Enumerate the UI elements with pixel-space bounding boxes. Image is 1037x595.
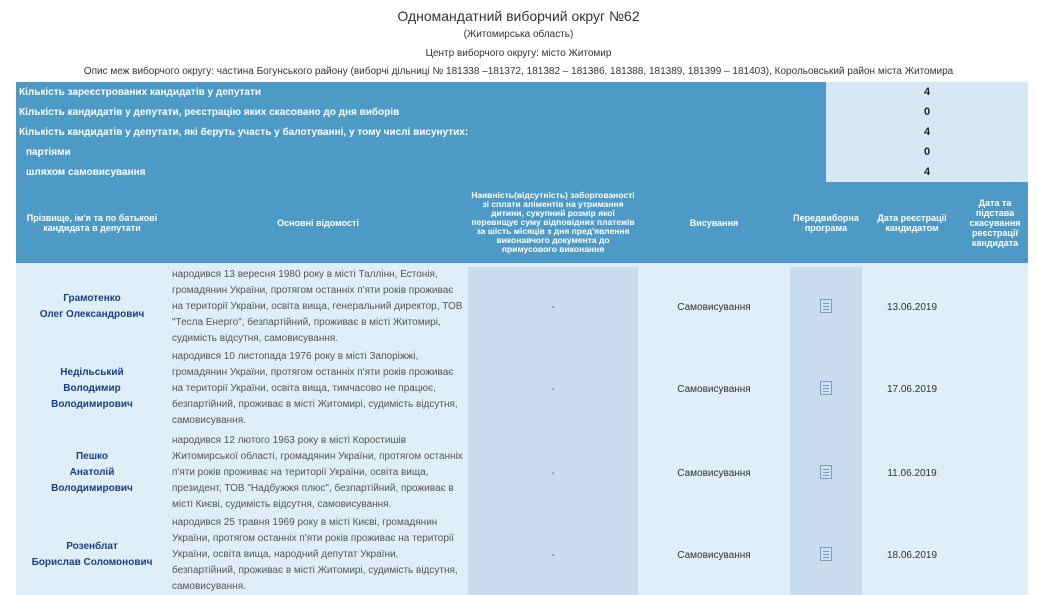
candidate-nomination: Самовисування (638, 267, 790, 347)
candidate-name[interactable] (16, 267, 168, 347)
candidate-info: народився 10 листопада 1976 року в місті Запоріжжі, громадянин України, протягом останніх п'яти років проживає на території України, освіта вища, тимчасово не працює, безпартійний, проживає в місті Житомирі, судимість відсутня, самовисування. (168, 347, 468, 431)
document-icon[interactable] (820, 547, 832, 561)
document-icon[interactable] (820, 381, 832, 395)
candidate-surname[interactable]: Грамотенко (63, 293, 121, 304)
candidate-given-names[interactable]: Анатолій (69, 467, 115, 478)
col-header-program: Передвиборна програма (790, 182, 862, 263)
stats-table (16, 82, 1028, 182)
col-header-reg-date: Дата реєстрації кандидатом (862, 182, 962, 263)
col-header-name: Прізвище, ім'я та по батькові кандидата в депутати (16, 182, 168, 263)
candidate-name[interactable] (16, 431, 168, 515)
stats-label: партіями (16, 142, 826, 162)
candidate-surname[interactable]: Пешко (75, 451, 109, 462)
candidate-given-names[interactable]: Олег Олександрович (39, 309, 145, 320)
page-title: Одномандатний виборчий округ №62 (397, 8, 640, 24)
candidate-surname[interactable]: Недільський (60, 367, 124, 378)
candidate-program (790, 431, 862, 515)
document-icon[interactable] (820, 299, 832, 313)
table-row (16, 515, 1028, 595)
stats-label: Кількість кандидатів у депутати, реєстрацію яких скасовано до дня виборів (16, 102, 826, 122)
col-header-nomination: Висування (638, 182, 790, 263)
stats-row (16, 122, 1028, 142)
candidate-alimony: - (468, 347, 638, 431)
district-center: Центр виборчого округу: місто Житомир (425, 48, 612, 59)
candidate-info: народився 13 вересня 1980 року в місті Таллінн, Естонія, громадянин України, протягом останніх п'яти років проживає на території України, освіта вища, генеральний директор, ТОВ "Тесла Енерго", безпартійний, проживає в місті Житомирі, судимість відсутня, самовисування. (168, 267, 468, 347)
candidate-alimony: - (468, 431, 638, 515)
stats-row (16, 82, 1028, 102)
candidate-patronymic[interactable]: Володимирович (51, 483, 133, 494)
col-header-alimony: Наявність(відсутність) заборгованості зі сплати аліментів на утримання дитини, сукупний розмір якої перевищує суму відповідних платежів за шість місяців з дня пред'явлення виконавчого документа до примусового виконання (468, 182, 638, 263)
stats-label: Кількість зареєстрованих кандидатів у депутати (16, 82, 826, 102)
table-row (16, 347, 1028, 431)
stats-value: 0 (826, 102, 1028, 122)
region-subtitle: (Житомирська область) (463, 29, 574, 40)
candidate-cancel (962, 431, 1028, 515)
candidate-nomination: Самовисування (638, 515, 790, 595)
candidate-nomination: Самовисування (638, 347, 790, 431)
district-bounds: Опис меж виборчого округу: частина Богунського району (виборчі дільниці № 181338 –181372, 181382 – 181386, 181388, 181389, 181399 – 181403), Корольовський район міста Житомира (83, 66, 954, 77)
page-header (0, 0, 1037, 79)
stats-label: шляхом самовисування (16, 162, 826, 182)
candidate-program (790, 515, 862, 595)
document-icon[interactable] (820, 465, 832, 479)
stats-value: 0 (826, 142, 1028, 162)
candidate-name[interactable] (16, 347, 168, 431)
stats-row (16, 142, 1028, 162)
candidate-reg-date: 17.06.2019 (862, 347, 962, 431)
candidate-alimony: - (468, 267, 638, 347)
stats-value: 4 (826, 122, 1028, 142)
candidate-surname[interactable]: Розенблат (66, 541, 118, 552)
candidate-info: народився 12 лютого 1963 року в місті Коростишів Житомирської області, громадянин України, протягом останніх п'яти років проживає на території України, освіта вища, президент, ТОВ "Надбужжя плюс", безпартійний, проживає в місті Києві, судимість відсутня, самовисування. (168, 431, 468, 515)
table-header-row (16, 182, 1028, 263)
candidate-alimony: - (468, 515, 638, 595)
candidate-cancel (962, 347, 1028, 431)
candidates-table (16, 182, 1028, 595)
stats-value: 4 (826, 82, 1028, 102)
table-row (16, 431, 1028, 515)
candidate-nomination: Самовисування (638, 431, 790, 515)
candidate-given-names[interactable]: Володимир (63, 383, 121, 394)
stats-value: 4 (826, 162, 1028, 182)
candidate-cancel (962, 515, 1028, 595)
col-header-info: Основні відомості (168, 182, 468, 263)
candidate-reg-date: 13.06.2019 (862, 267, 962, 347)
candidate-info: народився 25 травня 1969 року в місті Києві, громадянин України, протягом останніх п'яти років проживає на території України, освіта вища, народний депутат України, безпартійний, проживає в місті Житомирі, судимість відсутня, самовисування. (168, 515, 468, 595)
candidate-given-names[interactable]: Борислав Соломонович (31, 557, 153, 568)
table-row (16, 267, 1028, 347)
candidate-program (790, 267, 862, 347)
candidate-reg-date: 11.06.2019 (862, 431, 962, 515)
stats-row (16, 162, 1028, 182)
candidate-program (790, 347, 862, 431)
stats-row (16, 102, 1028, 122)
stats-label: Кількість кандидатів у депутати, які беруть участь у балотуванні, у тому числі висунутих: (16, 122, 826, 142)
candidate-patronymic[interactable]: Володимирович (51, 399, 133, 410)
candidate-name[interactable] (16, 515, 168, 595)
candidate-cancel (962, 267, 1028, 347)
candidate-reg-date: 18.06.2019 (862, 515, 962, 595)
col-header-cancel: Дата та підстава скасування реєстрації кандидата (962, 182, 1028, 263)
